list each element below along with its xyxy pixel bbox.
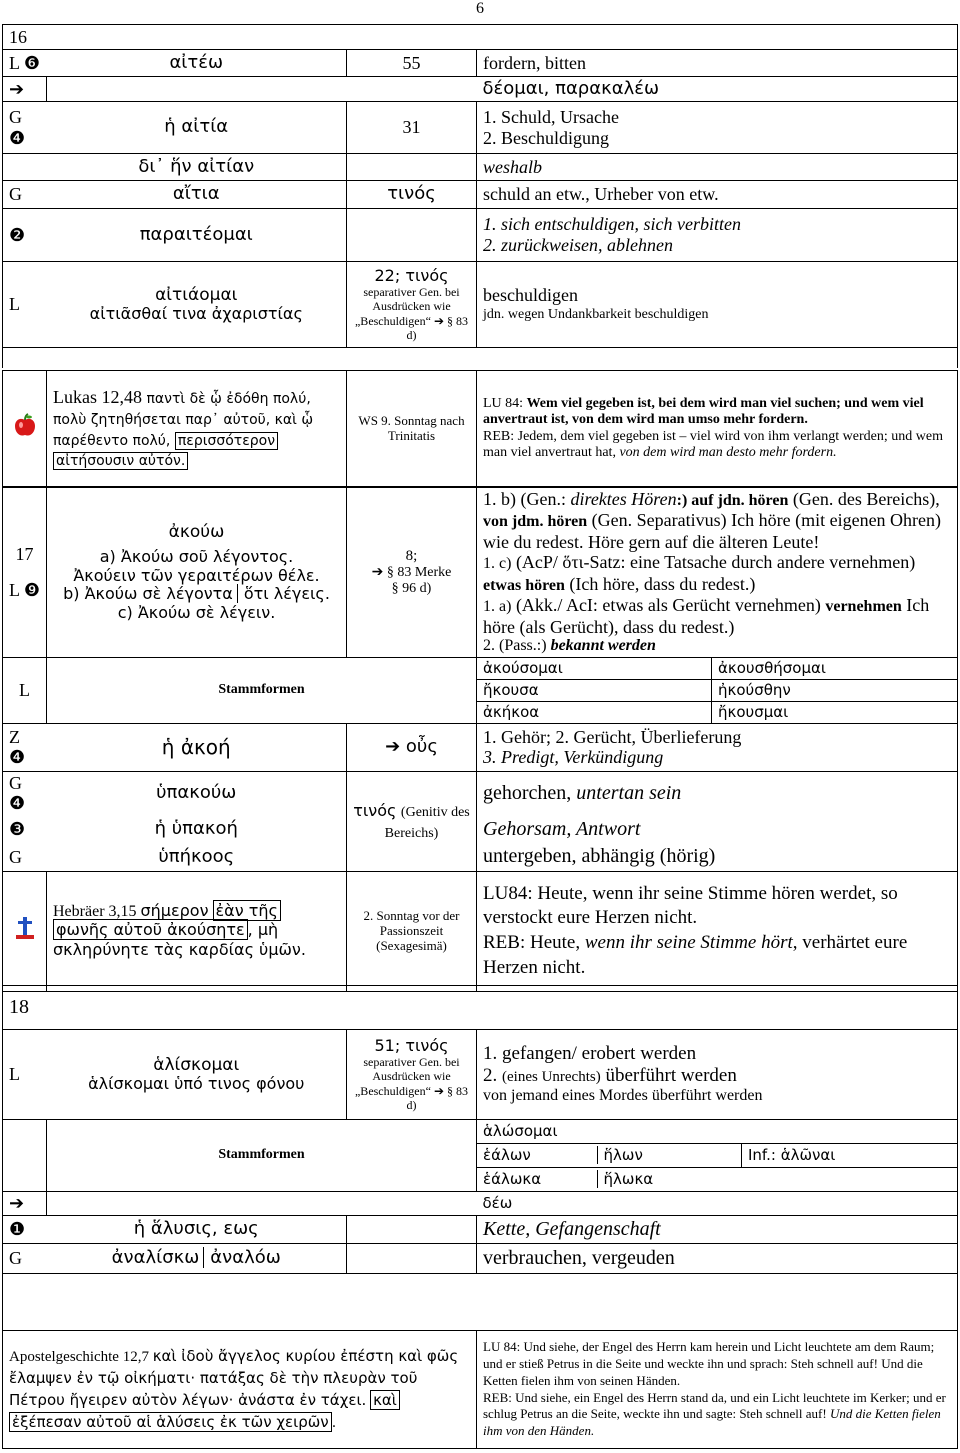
grammar: τινός xyxy=(347,181,477,209)
lemma: ὑπακούω xyxy=(47,771,347,815)
row-tag: G xyxy=(3,1244,47,1274)
row-tag: L ❻ xyxy=(3,50,47,77)
section-18-table xyxy=(2,985,958,1330)
lemma: ἡ ὑπακοή xyxy=(47,815,347,843)
stammform: ἀκουσθήσομαι xyxy=(712,657,958,679)
meaning: Kette, Gefangenschaft xyxy=(477,1216,958,1244)
row-tag: ➔ xyxy=(3,77,47,102)
lemma: ἡ ἅλυσις, εως xyxy=(47,1216,347,1244)
meaning: beschuldigen jdn. wegen Undankbarkeit beschuldigen xyxy=(477,262,958,348)
lemma: ἡ ἀκοή xyxy=(47,723,347,771)
section-16-table xyxy=(2,24,958,368)
row-tag: Z ❹ xyxy=(3,723,47,771)
meaning: verbrauchen, vergeuden xyxy=(477,1244,958,1274)
stammform: ἥλων xyxy=(587,1144,742,1168)
stammform: ἀκούσομαι xyxy=(477,657,712,679)
frequency: 31 xyxy=(347,102,477,154)
meaning: 1. Schuld, Ursache 2. Beschuldigung xyxy=(477,102,958,154)
verse-translations: LU 84: Wem viel gegeben ist, bei dem wird man viel suchen; und wem viel anvertraut ist, von dem wird man umso mehr fordern. REB: Jedem, dem viel gegeben ist – viel wird von ihm verlangt werden; und wem man viel anvertraut hat, von dem wird man desto mehr fordern. xyxy=(477,371,958,487)
lemma: ἡ αἰτία xyxy=(47,102,347,154)
verse-lukas-table xyxy=(2,370,958,487)
grammar: 22; τινός separativer Gen. bei Ausdrücken wie „Beschuldigen“ ➔ § 83 d) xyxy=(347,262,477,348)
row-tag: G xyxy=(3,843,47,871)
page-number: 6 xyxy=(476,0,484,17)
cross-reference: ➔ οὖς xyxy=(347,723,477,771)
cross-icon xyxy=(3,871,47,991)
meaning: δέομαι, παρακαλέω xyxy=(477,77,958,102)
meaning: 1. b) (Gen.: direktes Hören:) auf jdn. hören (Gen. des Bereichs), von jdm. hören (Gen. Separativus) Ich höre (mit eigenen Ohren) wie du redest. Höre gern auf die älteren Leute! 1. c) (AcP/ ὅτι-Satz: eine Tatsache durch andere vernehmen) etwas hören (Ich höre, dass du redest.) 1. a) (Akk./ AcI: etwas als Gerücht vernehmen) vernehmen Ich höre (als Gerücht), dass du redest.) 2. (Pass.:) bekannt werden xyxy=(477,488,958,658)
stammform: ἠκούσθην xyxy=(712,679,958,701)
lemma: παραιτέομαι xyxy=(47,209,347,262)
verse-occasion: 2. Sonntag vor der Passionszeit (Sexagesimä) xyxy=(347,871,477,991)
meaning: untergeben, abhängig (hörig) xyxy=(477,843,958,871)
verse-translations: LU84: Heute, wenn ihr seine Stimme hören werdet, so verstockt eure Herzen nicht. REB: Heute, wenn ihr seine Stimme hört, verhärtet eure Herzen nicht. xyxy=(477,871,958,991)
row-tag: L xyxy=(3,262,47,348)
stammform: ἤκουσμαι xyxy=(712,701,958,723)
row-tag: ❸ xyxy=(3,815,47,843)
meaning: fordern, bitten xyxy=(477,50,958,77)
row-tag: ❷ xyxy=(3,209,47,262)
stammform: ἥλωκα xyxy=(587,1168,958,1192)
stammform-infinitive: Inf.: ἁλῶναι xyxy=(742,1144,958,1168)
lemma: ἀναλίσκω ἀναλόω xyxy=(47,1244,347,1274)
stammformen-label: Stammformen xyxy=(47,1120,477,1192)
row-tag: G ❹ xyxy=(3,102,47,154)
grammar: 8; ➔ § 83 Merke § 96 d) xyxy=(347,488,477,658)
verse-greek: Lukas 12,48 παντὶ δὲ ᾧ ἐδόθη πολύ, πολὺ ζητηθήσεται παρ᾽ αὐτοῦ, καὶ ᾧ παρέθεντο πολύ, περισσότερον αἰτήσουσιν αὐτόν. xyxy=(47,371,347,487)
meaning: 1. Gehör; 2. Gerücht, Überlieferung 3. Predigt, Verkündigung xyxy=(477,723,958,771)
section-number: 18 xyxy=(3,986,958,1030)
lemma: ἀκούω a) Ἀκούω σοῦ λέγοντος. Ἀκούειν τῶν γεραιτέρων θέλε. b) Ἀκούω σὲ λέγοντα ὅτι λέγεις. c) Ἀκούω σὲ λέγειν. xyxy=(47,488,347,658)
meaning: δέω xyxy=(477,1192,958,1216)
verse-translations: LU 84: Und siehe, der Engel des Herrn kam herein und Licht leuchtete am dem Raum; und er stieß Petrus in die Seite und weckte ihn und sprach: Steh schnell auf! Und die Ketten fielen ihm von seinen Händen. REB: Und siehe, ein Engel des Herrn stand da, und ein Licht leuchtete im Kerker; und er schlug Petrus an die Seite, weckte ihn und sagte: Steh schnell auf! Und die Ketten fielen ihm von den Händen. xyxy=(477,1331,958,1449)
lemma: ὑπήκοος xyxy=(47,843,347,871)
lemma: αἰτιάομαι αἰτιᾶσθαί τινα ἀχαριστίας xyxy=(47,262,347,348)
stammform: ἁλώσομαι xyxy=(477,1120,958,1144)
section-number: 16 xyxy=(3,25,958,50)
lemma: αἰτέω xyxy=(47,50,347,77)
lemma: αἴτια xyxy=(47,181,347,209)
row-tag: ➔ xyxy=(3,1192,47,1216)
meaning: Gehorsam, Antwort xyxy=(477,815,958,843)
stammform: ἑάλωκα xyxy=(477,1168,587,1192)
stammform: ἤκουσα xyxy=(477,679,712,701)
meaning: 1. gefangen/ erobert werden 2. (eines Unrechts) überführt werden von jemand eines Mordes überführt werden xyxy=(477,1030,958,1120)
row-tag: L xyxy=(3,1030,47,1120)
lemma: ἁλίσκομαι ἁλίσκομαι ὑπό τινος φόνου xyxy=(47,1030,347,1120)
stammformen-label: Stammformen xyxy=(47,657,477,723)
row-tag: L xyxy=(3,657,47,723)
verse-apostelgeschichte-table xyxy=(2,1330,958,1449)
row-tag: G xyxy=(3,181,47,209)
row-tag: ❶ xyxy=(3,1216,47,1244)
meaning: gehorchen, untertan sein xyxy=(477,771,958,815)
apple-icon xyxy=(3,371,47,487)
grammar: τινός (Genitiv des Bereichs) xyxy=(347,771,477,871)
verse-greek: Hebräer 3,15 σήμερον ἐὰν τῆς φωνῆς αὐτοῦ ἀκούσητε , μὴ σκληρύνητε τὰς καρδίας ὑμῶν. xyxy=(47,871,347,991)
phrase: δι᾽ ἥν αἰτίαν xyxy=(47,154,347,181)
verse-greek: Apostelgeschichte 12,7 καὶ ἰδοὺ ἄγγελος κυρίου ἐπέστη καὶ φῶς ἔλαμψεν ἐν τῷ οἰκήματι· πατάξας δὲ τὴν πλευρὰν τοῦ Πέτρου ἤγειρεν αὐτὸν λέγων· ἀνάστα ἐν τάχει. καὶ ἐξέπεσαν αὐτοῦ αἱ ἁλύσεις ἐκ τῶν χειρῶν . xyxy=(3,1331,477,1449)
stammform: ἀκήκοα xyxy=(477,701,712,723)
grammar: 51; τινός separativer Gen. bei Ausdrücken wie „Beschuldigen“ ➔ § 83 d) xyxy=(347,1030,477,1120)
section-number: 17 L ❾ xyxy=(3,488,47,658)
row-tag: G ❹ xyxy=(3,771,47,815)
section-17-table xyxy=(2,487,958,992)
stammform: ἑάλων xyxy=(477,1144,587,1168)
meaning: schuld an etw., Urheber von etw. xyxy=(477,181,958,209)
meaning: weshalb xyxy=(477,154,958,181)
meaning: 1. sich entschuldigen, sich verbitten 2. zurückweisen, ablehnen xyxy=(477,209,958,262)
verse-occasion: WS 9. Sonntag nach Trinitatis xyxy=(347,371,477,487)
frequency: 55 xyxy=(347,50,477,77)
